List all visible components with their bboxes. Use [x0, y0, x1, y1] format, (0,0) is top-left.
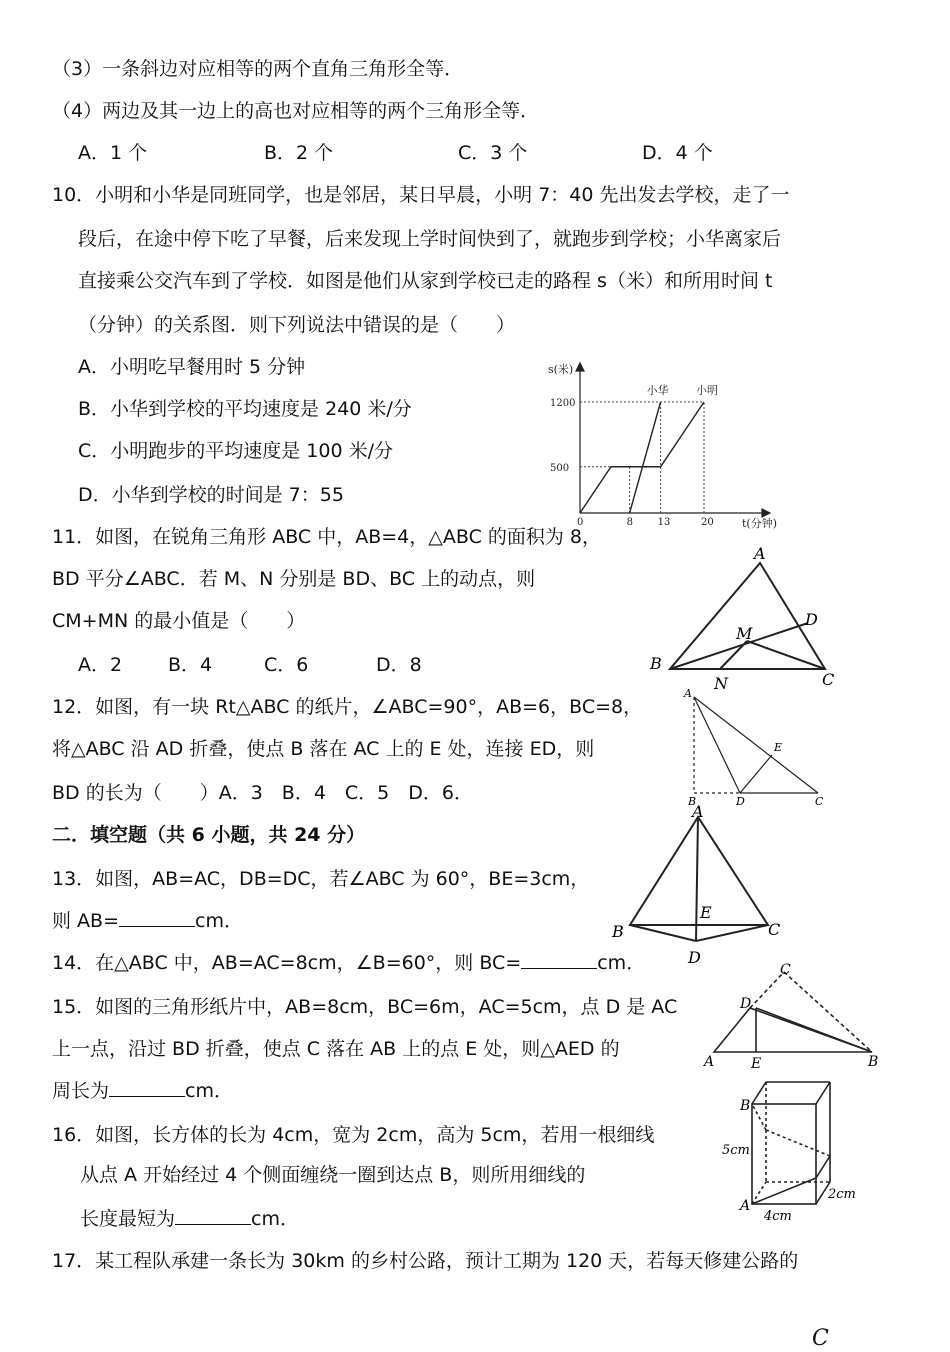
- q10-line-1: 10．小明和小华是同班同学，也是邻居，某日早晨，小明 7：40 先出发去学校，走了一: [52, 184, 790, 206]
- q12-line-1: 12．如图，有一块 Rt△ABC 的纸片，∠ABC=90°，AB=6，BC=8，: [52, 696, 643, 718]
- q16-suffix: cm．: [251, 1208, 299, 1230]
- x-axis-label: t(分钟): [742, 517, 778, 530]
- corner-label-c: C: [812, 1326, 829, 1351]
- q15-line-2: 上一点，沿过 BD 折叠，使点 C 落在 AB 上的点 E 处，则△AED 的: [52, 1038, 620, 1060]
- q16-prefix: 长度最短为: [80, 1208, 176, 1230]
- x-tick-13: 13: [657, 517, 671, 528]
- q10-option-a: A．小明吃早餐用时 5 分钟: [78, 356, 306, 378]
- label-b: B: [688, 795, 697, 808]
- series-line-xiaohua: [630, 402, 661, 513]
- label-a: A: [692, 802, 704, 821]
- label-d: D: [688, 948, 701, 967]
- q15-line-1: 15．如图的三角形纸片中，AB=8cm，BC=6m，AC=5cm，点 D 是 AC: [52, 996, 678, 1018]
- q13-answer-blank[interactable]: [119, 908, 195, 927]
- q13-prefix: 则 AB=: [52, 910, 119, 932]
- label-m: M: [736, 624, 753, 643]
- triangle-abc: [670, 563, 825, 669]
- section-2-heading: 二．填空题（共 6 小题，共 24 分）: [52, 824, 366, 846]
- x-tick-8: 8: [626, 517, 633, 528]
- x-tick-0: 0: [577, 517, 584, 528]
- q13-figure: [610, 802, 800, 970]
- q9-option-d: D．4 个: [642, 142, 713, 164]
- q12-line-2: 将△ABC 沿 AD 折叠，使点 B 落在 AC 上的 E 处，连接 ED，则: [52, 738, 595, 760]
- q10-line-4: （分钟）的关系图．则下列说法中错误的是（ ）: [78, 314, 516, 336]
- q11-line-1: 11．如图，在锐角三角形 ABC 中，AB=4，△ABC 的面积为 8，: [52, 526, 602, 548]
- q13-line-1: 13．如图，AB=AC，DB=DC，若∠ABC 为 60°，BE=3cm，: [52, 868, 590, 890]
- width-label: 2cm: [828, 1187, 856, 1202]
- label-c: C: [815, 795, 824, 808]
- label-a: A: [754, 544, 766, 563]
- q16-line-2: 从点 A 开始经过 4 个侧面缠绕一圈到达点 B，则所用细线的: [80, 1164, 586, 1186]
- q10-option-c: C．小明跑步的平均速度是 100 米/分: [78, 440, 394, 462]
- y-axis-arrow: [576, 363, 584, 371]
- q11-triangle-figure: [640, 545, 850, 695]
- q15-prefix: 周长为: [52, 1080, 110, 1102]
- y-axis-label: s(米): [548, 363, 574, 376]
- q10-option-b: B．小华到学校的平均速度是 240 米/分: [78, 398, 412, 420]
- label-d: D: [740, 996, 752, 1012]
- q15-figure: [700, 962, 890, 1072]
- q10-option-d: D．小华到学校的时间是 7：55: [78, 484, 344, 506]
- label-b: B: [650, 654, 662, 673]
- x-tick-20: 20: [701, 517, 714, 528]
- q16-answer-blank[interactable]: [175, 1206, 251, 1225]
- q9-statement-4: （4）两边及其一边上的高也对应相等的两个三角形全等．: [52, 100, 540, 122]
- label-n: N: [714, 674, 728, 693]
- label-c: C: [780, 962, 791, 978]
- label-d: D: [805, 610, 818, 629]
- label-a: A: [704, 1054, 715, 1070]
- q10-line-3: 直接乘公交汽车到了学校．如图是他们从家到学校已走的路程 s（米）和所用时间 t: [78, 270, 773, 292]
- q14-line: [52, 950, 645, 976]
- q12-fold-figure: [680, 685, 840, 810]
- q9-option-b: B．2 个: [264, 142, 334, 164]
- label-e: E: [751, 1056, 762, 1072]
- q15-suffix: cm．: [185, 1080, 233, 1102]
- q9-option-a: A．1 个: [78, 142, 148, 164]
- label-a: A: [684, 687, 692, 700]
- y-tick-1200: 1200: [550, 398, 576, 409]
- q14-suffix: cm．: [597, 952, 646, 974]
- q16-line-3: [80, 1206, 299, 1232]
- q9-statement-3: （3）一条斜边对应相等的两个直角三角形全等．: [52, 58, 464, 80]
- q11-option-c: C．6: [264, 654, 309, 676]
- q11-option-b: B．4: [168, 654, 213, 676]
- q11-line-3: CM+MN 的最小值是（ ）: [52, 610, 306, 632]
- q11-option-a: A．2: [78, 654, 123, 676]
- q16-cuboid-figure: [718, 1076, 868, 1224]
- label-b: B: [740, 1098, 751, 1114]
- x-axis-arrow: [762, 509, 770, 517]
- label-d: D: [736, 795, 745, 808]
- label-c: C: [822, 670, 835, 689]
- q12-line-3: BD 的长为（ ）A．3 B．4 C．5 D．6．: [52, 782, 473, 804]
- q11-option-d: D．8: [376, 654, 422, 676]
- label-e: E: [700, 903, 712, 922]
- q15-answer-blank[interactable]: [109, 1078, 185, 1097]
- q14-answer-blank[interactable]: [521, 950, 597, 969]
- q10-line-2: 段后，在途中停下吃了早餐，后来发现上学时间快到了，就跑步到学校；小华离家后: [78, 228, 782, 250]
- distance-time-chart: [540, 355, 800, 535]
- q13-suffix: cm．: [195, 910, 243, 932]
- series-label-xiaoming: 小明: [696, 384, 718, 397]
- q16-line-1: 16．如图，长方体的长为 4cm，宽为 2cm，高为 5cm，若用一根细线: [52, 1124, 655, 1146]
- label-b: B: [868, 1054, 879, 1070]
- series-label-xiaohua: 小华: [646, 384, 669, 397]
- q15-line-3: [52, 1078, 233, 1104]
- label-b: B: [612, 922, 624, 941]
- series-line-xiaoming: [580, 402, 704, 513]
- q9-option-c: C．3 个: [458, 142, 528, 164]
- q14-prefix: 14．在△ABC 中，AB=AC=8cm，∠B=60°，则 BC=: [52, 952, 522, 974]
- height-label: 5cm: [722, 1143, 750, 1158]
- y-tick-500: 500: [550, 462, 570, 474]
- q13-line-2: [52, 908, 243, 934]
- label-a: A: [740, 1198, 751, 1214]
- segment-mn: [720, 641, 747, 669]
- length-label: 4cm: [764, 1209, 792, 1224]
- q11-line-2: BD 平分∠ABC．若 M、N 分别是 BD、BC 上的动点，则: [52, 568, 536, 590]
- q17-line-1: 17．某工程队承建一条长为 30km 的乡村公路，预计工期为 120 天，若每天修建公路的: [52, 1250, 799, 1272]
- label-e: E: [774, 741, 783, 754]
- label-c: C: [768, 920, 781, 939]
- segment-cm: [747, 641, 825, 669]
